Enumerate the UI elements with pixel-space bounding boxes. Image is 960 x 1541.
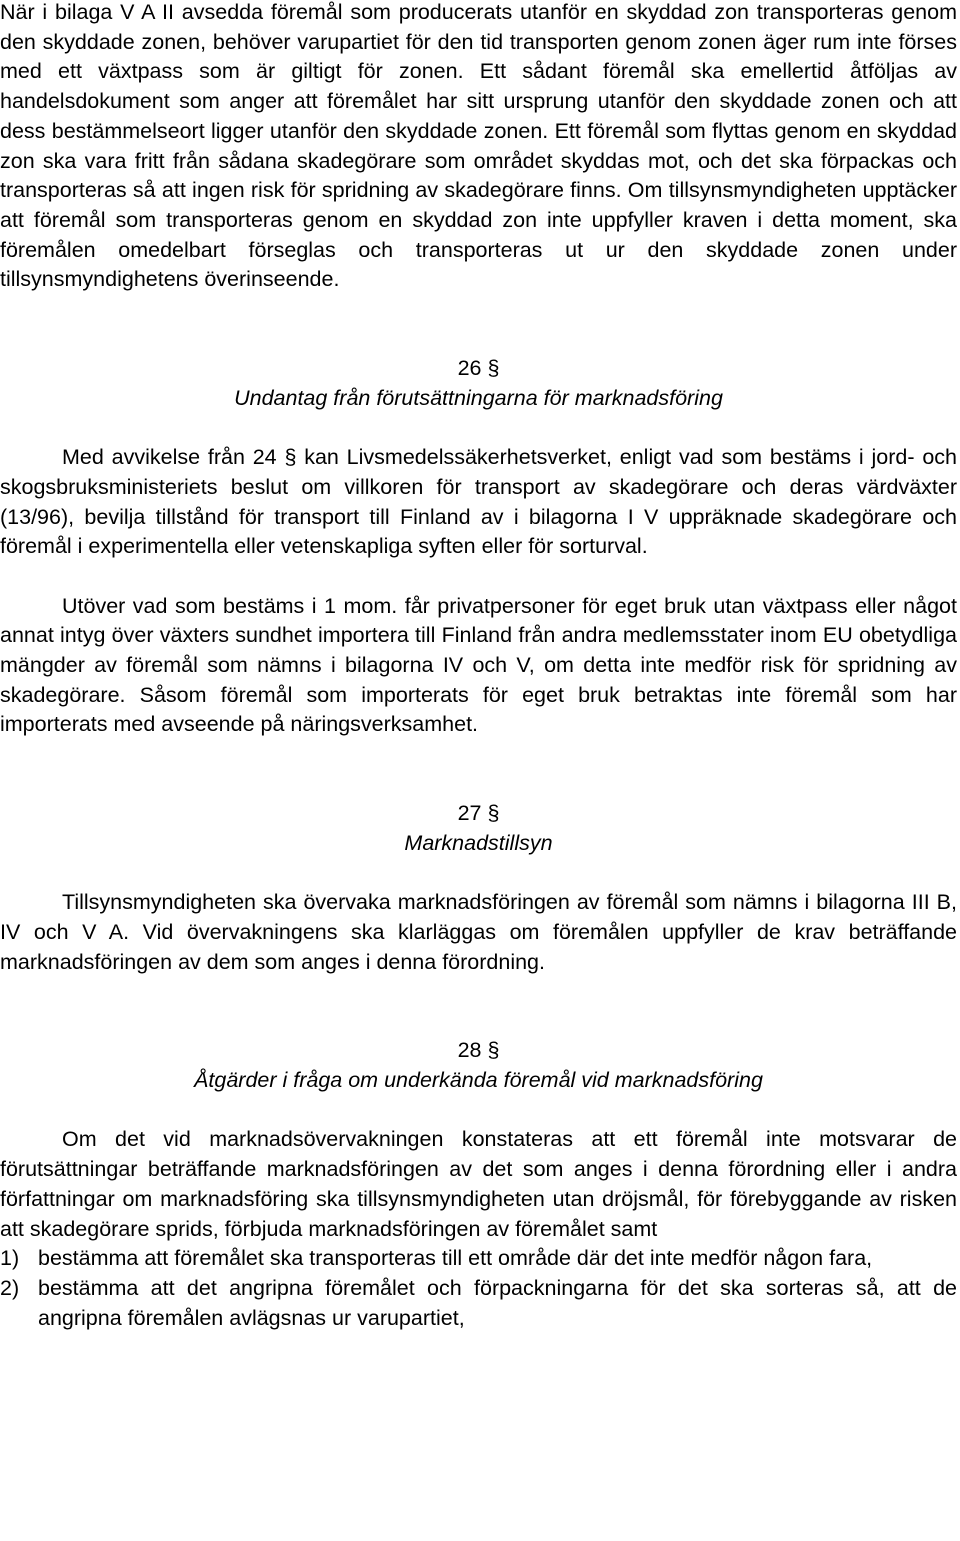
spacer: [0, 859, 957, 889]
section-28-paragraph-1: Om det vid marknadsövervakningen konstateras att ett föremål inte motsvarar de förutsättningar beträffande marknadsföringen av det som anges i denna förordning eller i andra författningar om marknadsföring ska tillsynsmyndigheten utan dröjsmål, för förebyggande av risken att skadegörare sprids, förbjuda marknadsföringen av föremålet samt: [0, 1127, 957, 1241]
spacer: [0, 740, 957, 799]
section-28-heading: [0, 1036, 957, 1095]
spacer: [0, 413, 957, 443]
list-item: [0, 1244, 957, 1274]
spacer: [0, 562, 957, 592]
spacer: [0, 977, 957, 1036]
spacer: [0, 295, 957, 354]
section-26-paragraph-2: Utöver vad som bestäms i 1 mom. får privatpersoner för eget bruk utan växtpass eller något annat intyg över växters sundhet importera till Finland från andra medlemsstater inom EU obetydliga mängder av föremål som nämns i bilagorna IV och V, om detta inte medför risk för spridning av skadegörare. Såsom föremål som importerats för eget bruk betraktas inte föremål som har importerats med avseende på näringsverksamhet.: [0, 593, 957, 737]
section-number: 26 §: [457, 356, 500, 381]
section-title: Åtgärder i fråga om underkända föremål vid marknadsföring: [194, 1068, 763, 1093]
intro-paragraph: När i bilaga V A II avsedda föremål som producerats utanför en skyddad zon transporteras genom den skyddade zonen, behöver varupartiet för den tid transporten genom zonen äger rum inte förses med ett växtpass som är giltigt för zonen. Ett sådant föremål ska emellertid åtföljas av handelsdokument som anger att föremålet har sitt ursprung utanför den skyddade zonen och att dess bestämmelseort ligger utanför den skyddade zonen. Ett föremål som flyttas genom en skyddad zon ska vara fritt från sådana skadegörare som området skyddas mot, och det ska förpackas och transporteras så att ingen risk för spridning av skadegörare finns. Om tillsynsmyndigheten upptäcker att föremål som transporteras genom en skyddad zon inte uppfyller kraven i detta moment, ska föremålen omedelbart förseglas och transporteras ut ur den skyddade zonen under tillsynsmyndighetens överinseende.: [0, 0, 957, 292]
section-27-paragraph-1: Tillsynsmyndigheten ska övervaka marknadsföringen av föremål som nämns i bilagorna III B, IV och V A. Vid övervakningens ska klarläggas om föremålen uppfyller de krav beträffande marknadsföringen av dem som anges i denna förordning.: [0, 890, 957, 974]
list-item-number: 1): [0, 1246, 20, 1271]
list-item: [0, 1274, 957, 1333]
section-title: Marknadstillsyn: [404, 830, 553, 855]
section-27-heading: [0, 799, 957, 858]
spacer: [0, 1096, 957, 1126]
section-26-paragraph-1: Med avvikelse från 24 § kan Livsmedelssäkerhetsverket, enligt vad som bestäms i jord- och skogsbruksministeriets beslut om villkoren för transport av skadegörare och deras värdväxter (13/96), bevilja tillstånd för transport till Finland av i bilagorna I V uppräknade skadegörare och föremål i experimentella eller vetenskapliga syften eller för sorturval.: [0, 445, 957, 559]
section-26-heading: [0, 354, 957, 413]
section-number: 27 §: [457, 801, 500, 826]
list-item-number: 2): [0, 1275, 20, 1300]
list-item-text: bestämma att föremålet ska transporteras till ett område där det inte medför någon fara,: [38, 1246, 873, 1271]
section-number: 28 §: [457, 1038, 500, 1063]
list-item-text: bestämma att det angripna föremålet och förpackningarna för det ska sorteras så, att de angripna föremålen avlägsnas ur varupartiet,: [38, 1275, 957, 1330]
section-title: Undantag från förutsättningarna för marknadsföring: [234, 385, 723, 410]
